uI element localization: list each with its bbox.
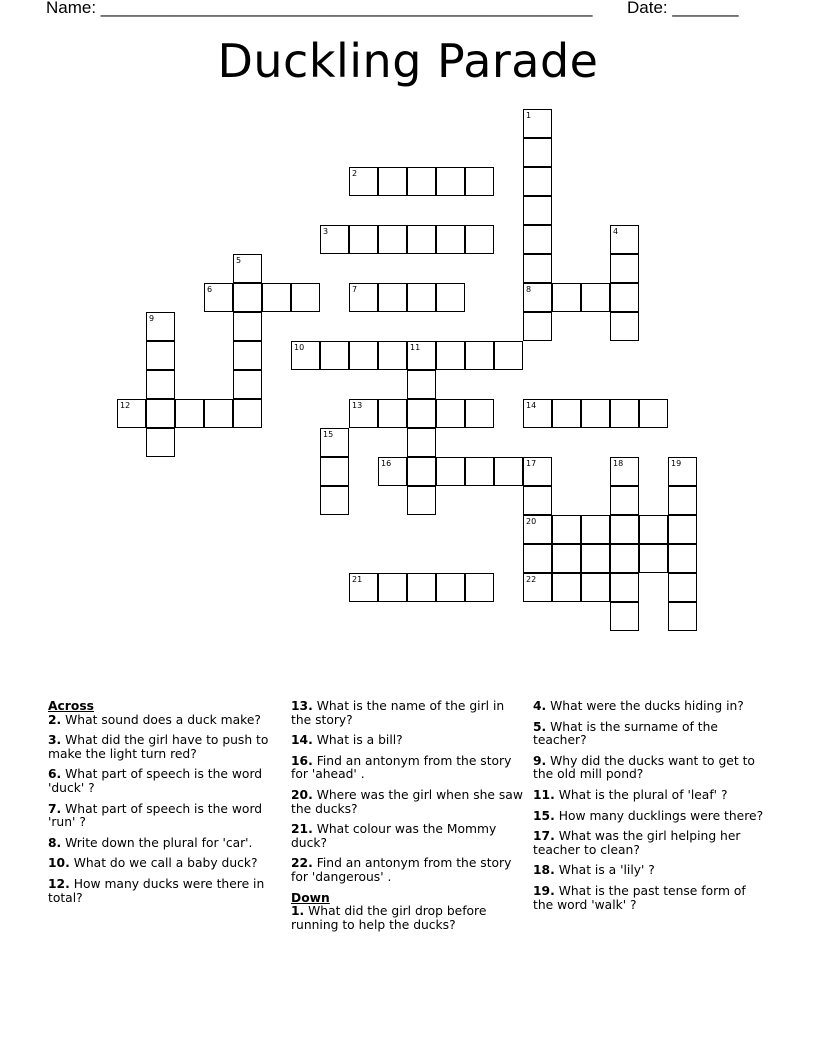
grid-cell[interactable] [407,428,436,457]
clue-item: 11. What is the plural of 'leaf' ? [533,787,728,802]
clue-number: 13. [291,699,313,713]
clue-item: 21. What colour was the Mommy duck? [291,822,497,850]
grid-cell[interactable] [233,399,262,428]
clue-number: 19. [533,883,555,898]
grid-cell[interactable] [610,486,639,515]
grid-cell[interactable] [407,399,436,428]
grid-cell[interactable] [262,283,291,312]
grid-cell[interactable] [668,573,697,602]
clue-item: 17. What was the girl helping her teacher to clean? [533,829,741,857]
grid-number: 1 [526,111,532,120]
grid-number: 18 [613,459,624,468]
grid-cell[interactable] [610,225,639,254]
grid-number: 4 [613,227,619,236]
grid-cell[interactable] [523,283,552,312]
grid-cell[interactable] [407,283,436,312]
grid-cell[interactable] [407,486,436,515]
grid-cell[interactable] [436,341,465,370]
clues-column-1 [48,700,280,912]
grid-number: 10 [294,343,305,352]
grid-cell[interactable] [233,254,262,283]
clue-number: 4. [533,699,547,713]
clue-item: 1. What did the girl drop before running to help the ducks? [291,904,487,932]
clue-number: 16. [291,753,313,768]
grid-number: 22 [526,575,537,584]
grid-number: 13 [352,401,363,410]
grid-cell[interactable] [436,573,465,602]
grid-cell[interactable] [523,457,552,486]
clue-item: 10. What do we call a baby duck? [48,856,258,871]
grid-cell[interactable] [639,399,668,428]
grid-cell[interactable] [407,341,436,370]
grid-cell[interactable] [320,428,349,457]
clue-number: 5. [533,719,547,734]
clue-item: 7. What part of speech is the word 'run' ? [48,801,263,830]
grid-cell[interactable] [233,341,262,370]
grid-cell[interactable] [494,341,523,370]
clue-item: 4. What were the ducks hiding in? [533,699,744,713]
clue-number: 14. [291,733,313,748]
grid-number: 14 [526,401,537,410]
grid-cell[interactable] [523,486,552,515]
grid-cell[interactable] [523,138,552,167]
grid-cell[interactable] [639,515,668,544]
clue-item: 2. What sound does a duck make? [48,712,261,727]
across-heading: Across [48,699,94,713]
clue-number: 8. [48,835,62,850]
grid-cell[interactable] [320,225,349,254]
grid-number: 16 [381,459,392,468]
grid-cell[interactable] [291,283,320,312]
grid-cell[interactable] [320,486,349,515]
grid-cell[interactable] [610,544,639,573]
clue-item: 16. Find an antonym from the story for 'ahead' . [291,753,512,782]
grid-cell[interactable] [349,341,378,370]
clue-number: 3. [48,733,62,748]
clue-number: 6. [48,767,62,782]
clue-number: 22. [291,856,313,871]
grid-cell[interactable] [581,544,610,573]
grid-cell[interactable] [523,573,552,602]
grid-cell[interactable] [610,573,639,602]
clue-number: 11. [533,787,555,802]
clue-number: 12. [48,876,70,891]
grid-cell[interactable] [610,254,639,283]
clue-number: 7. [48,801,62,816]
clue-item: 13. What is the name of the girl in the story? [291,699,505,727]
clues-column-3 [533,700,765,919]
grid-cell[interactable] [378,283,407,312]
grid-cell[interactable] [552,399,581,428]
clue-number: 10. [48,856,70,871]
grid-number: 7 [352,285,358,294]
grid-cell[interactable] [610,602,639,631]
grid-cell[interactable] [349,225,378,254]
grid-cell[interactable] [610,457,639,486]
clue-item: 8. Write down the plural for 'car'. [48,835,253,850]
grid-cell[interactable] [523,399,552,428]
grid-cell[interactable] [639,544,668,573]
clue-number: 9. [533,753,547,768]
grid-cell[interactable] [320,341,349,370]
clue-number: 1. [291,904,305,919]
grid-cell[interactable] [465,573,494,602]
grid-cell[interactable] [523,196,552,225]
grid-cell[interactable] [407,573,436,602]
down-heading: Down [291,890,330,905]
grid-number: 17 [526,459,537,468]
grid-cell[interactable] [465,399,494,428]
clue-item: 12. How many ducks were there in total? [48,876,265,905]
grid-cell[interactable] [378,225,407,254]
date-field[interactable]: Date: _______ [627,0,739,17]
grid-cell[interactable] [465,341,494,370]
grid-cell[interactable] [523,515,552,544]
grid-cell[interactable] [610,515,639,544]
grid-cell[interactable] [465,225,494,254]
grid-cell[interactable] [610,312,639,341]
clue-item: 9. Why did the ducks want to get to the old mill pond? [533,753,755,782]
grid-cell[interactable] [407,225,436,254]
grid-cell[interactable] [436,457,465,486]
grid-cell[interactable] [291,341,320,370]
grid-cell[interactable] [436,283,465,312]
grid-cell[interactable] [523,312,552,341]
grid-cell[interactable] [494,457,523,486]
grid-cell[interactable] [407,167,436,196]
grid-number: 9 [149,314,155,323]
grid-cell[interactable] [668,515,697,544]
grid-cell[interactable] [117,399,146,428]
clue-item: 22. Find an antonym from the story for 'dangerous' . [291,856,512,884]
grid-cell[interactable] [146,428,175,457]
grid-cell[interactable] [378,167,407,196]
grid-number: 5 [236,256,242,265]
grid-cell[interactable] [378,573,407,602]
clue-item: 6. What part of speech is the word 'duck' ? [48,767,263,795]
clue-item: 20. Where was the girl when she saw the ducks? [291,787,523,816]
clue-number: 18. [533,863,555,878]
grid-cell[interactable] [349,283,378,312]
clue-item: 5. What is the surname of the teacher? [533,719,718,748]
grid-cell[interactable] [610,399,639,428]
grid-number: 8 [526,285,532,294]
grid-cell[interactable] [349,573,378,602]
grid-number: 6 [207,285,213,294]
grid-cell[interactable] [436,225,465,254]
grid-cell[interactable] [233,312,262,341]
grid-number: 2 [352,169,358,178]
clues-column-2 [291,700,523,939]
grid-cell[interactable] [320,457,349,486]
grid-cell[interactable] [204,399,233,428]
grid-cell[interactable] [552,515,581,544]
grid-cell[interactable] [523,167,552,196]
clue-item: 14. What is a bill? [291,733,403,748]
grid-cell[interactable] [465,167,494,196]
grid-number: 3 [323,227,329,236]
grid-cell[interactable] [146,341,175,370]
grid-number: 12 [120,401,131,410]
grid-cell[interactable] [233,370,262,399]
grid-cell[interactable] [378,457,407,486]
grid-cell[interactable] [668,486,697,515]
clue-item: 3. What did the girl have to push to make the light turn red? [48,733,269,761]
grid-cell[interactable] [407,370,436,399]
grid-cell[interactable] [610,283,639,312]
grid-cell[interactable] [407,457,436,486]
grid-cell[interactable] [146,399,175,428]
grid-number: 11 [410,343,421,352]
clue-item: 15. How many ducklings were there? [533,808,764,823]
grid-cell[interactable] [581,399,610,428]
grid-cell[interactable] [668,457,697,486]
clue-number: 17. [533,829,555,844]
grid-cell[interactable] [349,399,378,428]
grid-cell[interactable] [581,515,610,544]
grid-cell[interactable] [436,167,465,196]
grid-cell[interactable] [523,109,552,138]
grid-cell[interactable] [523,254,552,283]
clue-item: 19. What is the past tense form of the word 'walk' ? [533,883,746,912]
grid-number: 20 [526,517,537,526]
clue-number: 21. [291,822,313,837]
grid-cell[interactable] [436,399,465,428]
grid-cell[interactable] [523,544,552,573]
grid-cell[interactable] [349,167,378,196]
name-field[interactable]: Name: ____________________________________________________ [46,0,593,17]
puzzle-title: Duckling Parade [217,34,599,88]
grid-cell[interactable] [668,602,697,631]
clue-item: 18. What is a 'lily' ? [533,863,655,878]
grid-cell[interactable] [204,283,233,312]
grid-cell[interactable] [552,573,581,602]
clue-number: 20. [291,787,313,802]
grid-number: 21 [352,575,363,584]
grid-number: 19 [671,459,682,468]
grid-cell[interactable] [146,370,175,399]
grid-cell[interactable] [378,399,407,428]
grid-cell[interactable] [552,283,581,312]
grid-cell[interactable] [233,283,262,312]
grid-cell[interactable] [552,544,581,573]
grid-cell[interactable] [378,341,407,370]
grid-cell[interactable] [581,573,610,602]
grid-cell[interactable] [668,544,697,573]
grid-cell[interactable] [175,399,204,428]
clue-number: 15. [533,808,555,823]
grid-number: 15 [323,430,334,439]
grid-cell[interactable] [523,225,552,254]
grid-cell[interactable] [465,457,494,486]
grid-cell[interactable] [146,312,175,341]
grid-cell[interactable] [581,283,610,312]
clue-number: 2. [48,712,62,727]
